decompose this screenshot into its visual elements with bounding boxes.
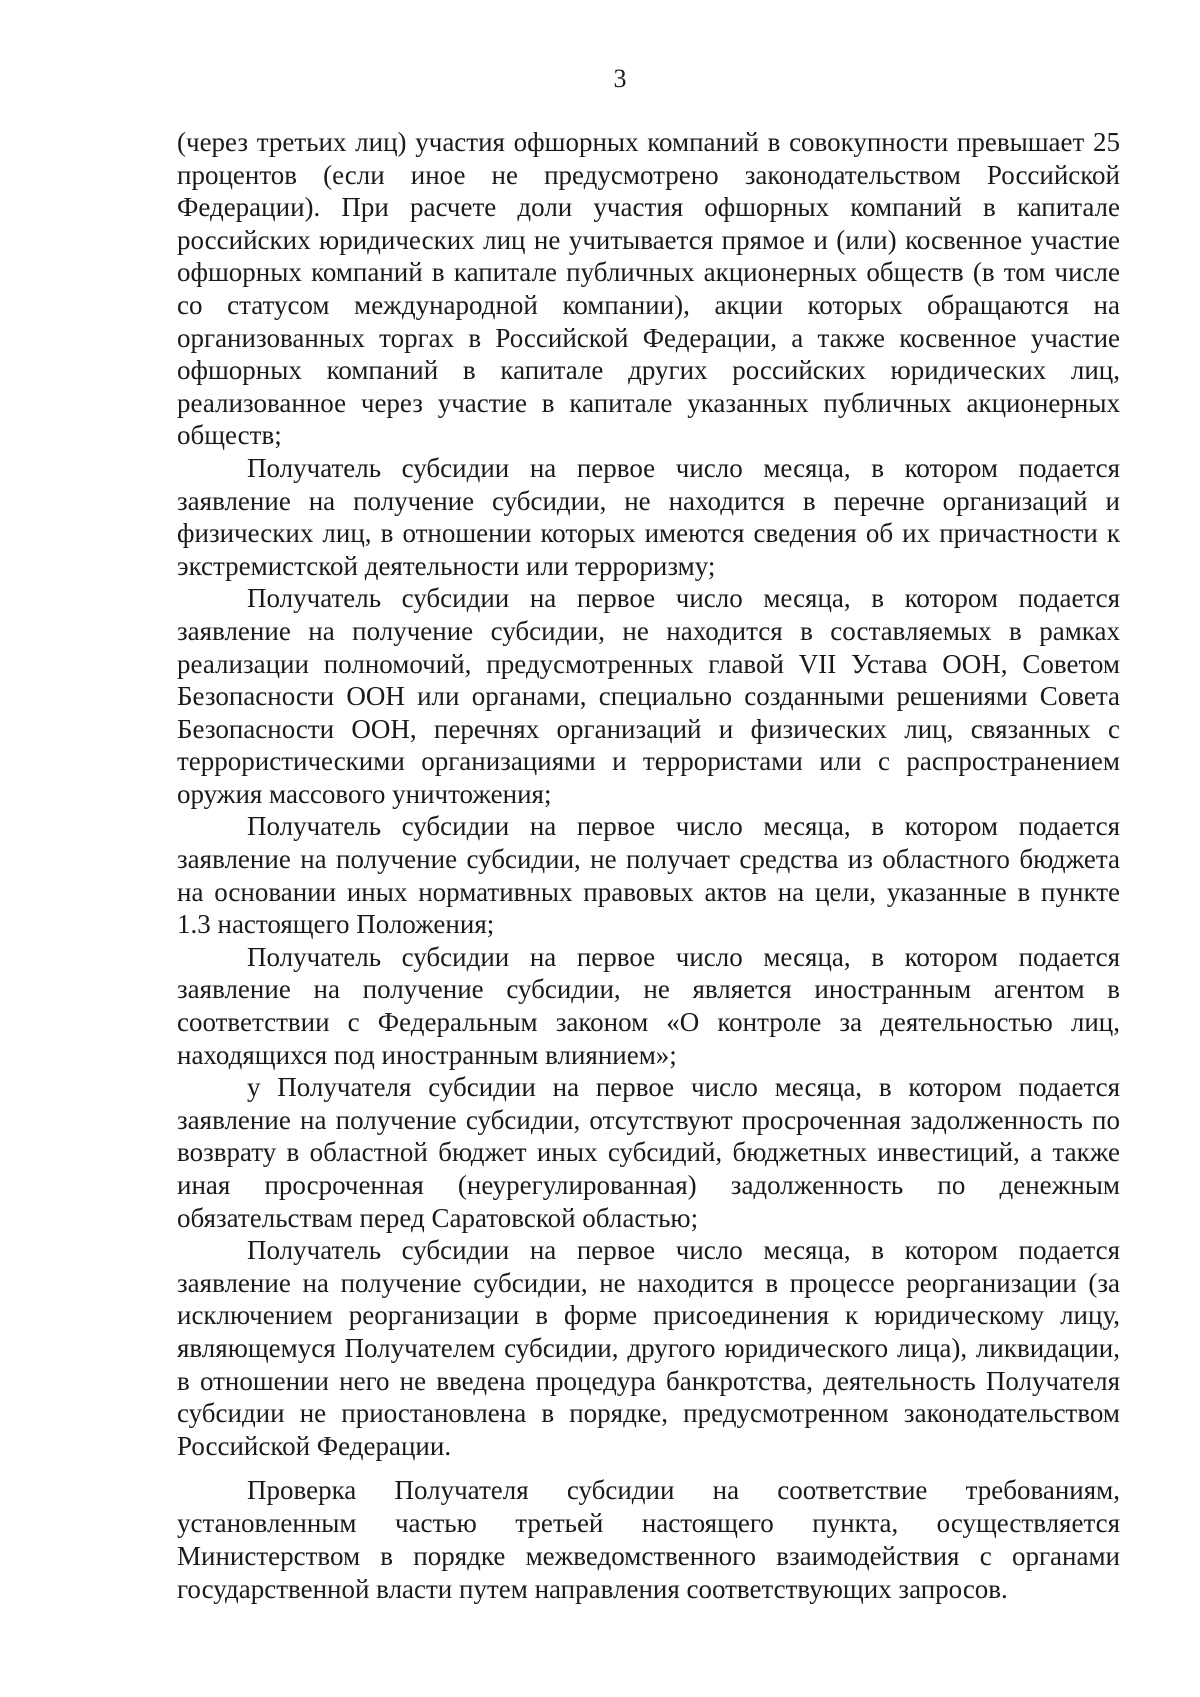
paragraph-no-reorganization: Получатель субсидии на первое число месяца, в котором подается заявление на получение субсидии, не находится в процессе реорганизации (за исключением реорганизации в форме присоединения к юридическому лицу, являющемуся Получателем субсидии, другого юридического лица), ликвидации, в отношении него не введена процедура банкротства, деятельность Получателя субсидии не приостановлена в порядке, предусмотренном законодательством Российской Федерации. (177, 1235, 1120, 1461)
paragraph-verification: Проверка Получателя субсидии на соответствие требованиям, установленным частью третьей настоящего пункта, осуществляется Министерством в порядке межведомственного взаимодействия с органами государственной власти путем направления соответствующих запросов. (177, 1475, 1120, 1605)
paragraph-offshore-participation: (через третьих лиц) участия офшорных компаний в совокупности превышает 25 процентов (если иное не предусмотрено законодательством Российской Федерации). При расчете доли участия офшорных компаний в капитале российских юридических лиц не учитывается прямое и (или) косвенное участие офшорных компаний в капитале публичных акционерных обществ (в том числе со статусом международной компании), акции которых обращаются на организованных торгах в Российской Федерации, а также косвенное участие офшорных компаний в капитале других российских юридических лиц, реализованное через участие в капитале указанных публичных акционерных обществ; (177, 127, 1120, 451)
paragraph-extremism-list: Получатель субсидии на первое число месяца, в котором подается заявление на получение субсидии, не находится в перечне организаций и физических лиц, в отношении которых имеются сведения об их причастности к экстремистской деятельности или терроризму; (177, 452, 1120, 581)
paragraph-no-other-budget-funds: Получатель субсидии на первое число месяца, в котором подается заявление на получение субсидии, не получает средства из областного бюджета на основании иных нормативных правовых актов на цели, указанные в пункте 1.3 настоящего Положения; (177, 811, 1120, 940)
paragraph-no-overdue-debt: у Получателя субсидии на первое число месяца, в котором подается заявление на получение субсидии, отсутствуют просроченная задолженность по возврату в областной бюджет иных субсидий, бюджетных инвестиций, а также иная просроченная (неурегулированная) задолженность по денежным обязательствам перед Саратовской областью; (177, 1072, 1120, 1233)
page-number: 3 (613, 64, 627, 93)
paragraph-not-foreign-agent: Получатель субсидии на первое число месяца, в котором подается заявление на получение субсидии, не является иностранным агентом в соответствии с Федеральным законом «О контроле за деятельностью лиц, находящихся под иностранным влиянием»; (177, 941, 1120, 1070)
document-body (177, 126, 1120, 1606)
paragraph-un-sanctions-list: Получатель субсидии на первое число месяца, в котором подается заявление на получение субсидии, не находится в составляемых в рамках реализации полномочий, предусмотренных главой VII Устава ООН, Советом Безопасности ООН или органами, специально созданными решениями Совета Безопасности ООН, перечнях организаций и физических лиц, связанных с террористическими организациями и террористами или с распространением оружия массового уничтожения; (177, 583, 1120, 809)
